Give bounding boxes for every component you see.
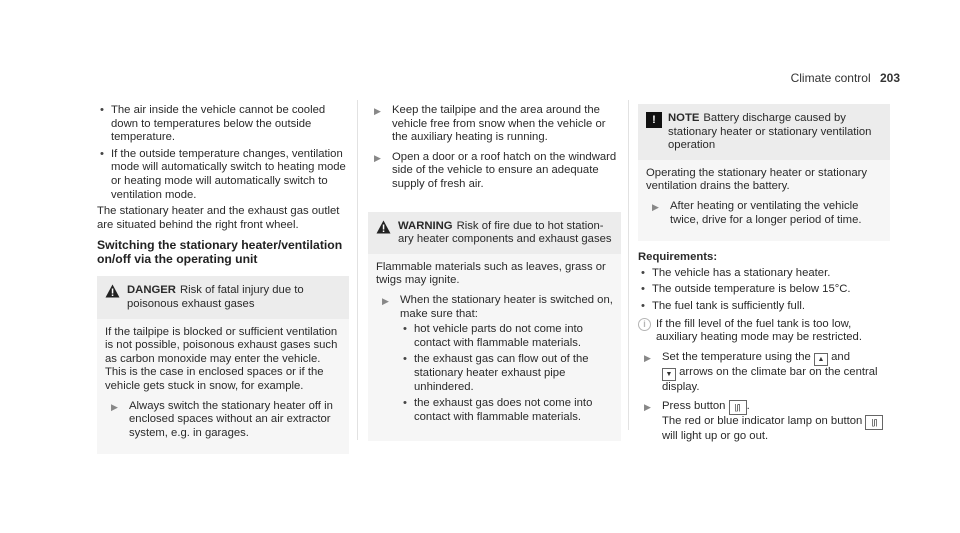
list-item: • The outside temperature is below 15°C. <box>638 283 890 297</box>
requirements-list <box>638 267 890 314</box>
danger-body: If the tailpipe is blocked or sufficient ventilation is not possible, poisonous exhaust gases such as carbon monoxide may enter the vehicle. This is the case in enclosed spaces or if the vehicle gets stuck in snow, for example. <box>105 325 338 392</box>
page-number: 203 <box>879 71 900 85</box>
conditions-list <box>97 104 349 202</box>
danger-step: ▶ Always switch the stationary heater off in enclosed spaces without an air extractor system, e.g. in garages. <box>105 400 341 441</box>
notice-label: NOTE <box>668 112 700 124</box>
stationary-heater-button-icon: |ʃ| <box>865 415 883 430</box>
warning-step: ▶ When the stationary heater is switched on, make sure that: • hot vehicle parts do not come into contact with flammable materials. • the exhaust gas can flow out of the stationary heater exhaust pipe unhindered. • the exhaust gas does not come into contact with flammable materials. <box>376 294 613 427</box>
column-divider <box>357 100 358 440</box>
section-heading: Switching the stationary heater/ventilation on/off via the operating unit <box>97 238 343 267</box>
stationary-heater-button-icon: |ʃ| <box>729 400 747 415</box>
instruction-step: ▶ Press button |ʃ| . The red or blue indicator lamp on button |ʃ| will light up or go out. <box>638 400 890 444</box>
list-item: • The air inside the vehicle cannot be cooled down to temperatures below the outside temperature. <box>97 104 349 145</box>
notice-body: Operating the stationary heater or stationary ventilation drains the battery. <box>646 166 868 193</box>
page-header <box>791 72 900 86</box>
info-icon: i <box>638 318 651 331</box>
column-1 <box>97 104 349 460</box>
instruction-step: ▶ Set the temperature using the ▲ and ▼ arrows on the climate bar on the central display. <box>638 351 890 395</box>
step-arrow-icon: ▶ <box>374 152 381 163</box>
warning-box <box>368 212 621 442</box>
column-3 <box>638 104 890 450</box>
step-arrow-icon: ▶ <box>111 401 118 412</box>
notice-step: ▶ After heating or ventilating the vehicle twice, drive for a longer period of time. <box>646 200 882 227</box>
warning-triangle-icon <box>105 284 127 311</box>
danger-headline: Risk of fatal injury due to poisonous exhaust gases <box>127 284 304 310</box>
instruction-step: ▶ Keep the tailpipe and the area around the vehicle free from snow when the vehicle or the auxiliary heating is running. <box>368 104 621 145</box>
safety-checklist <box>400 323 613 424</box>
step-arrow-icon: ▶ <box>644 352 651 363</box>
notice-icon: ! <box>646 112 662 128</box>
temperature-up-icon: ▲ <box>814 353 828 366</box>
step-arrow-icon: ▶ <box>644 402 651 413</box>
notice-headline: Battery discharge caused by stationary heater or stationary ventilation operation <box>668 112 872 152</box>
warning-body: Flammable materials such as leaves, grass or twigs may ignite. <box>376 260 606 287</box>
step-arrow-icon: ▶ <box>652 201 659 212</box>
danger-box <box>97 276 349 454</box>
warning-headline: Risk of fire due to hot stationary heater components and exhaust gases <box>398 219 612 246</box>
warning-header <box>368 212 621 254</box>
list-item: • The vehicle has a stationary heater. <box>638 267 890 281</box>
list-item: • The fuel tank is sufficiently full. <box>638 300 890 314</box>
list-item: • the exhaust gas can flow out of the stationary heater exhaust pipe unhindered. <box>400 353 613 394</box>
danger-label: DANGER <box>127 284 176 297</box>
column-2 <box>368 104 621 447</box>
list-item: • the exhaust gas does not come into contact with flammable materials. <box>400 397 613 424</box>
danger-header <box>97 276 349 318</box>
list-item: • If the outside temperature changes, ventilation mode will automatically switch to heating mode or heating mode will automatically switch to ventilation mode. <box>97 148 349 202</box>
step-arrow-icon: ▶ <box>374 106 381 116</box>
instruction-step: ▶ Open a door or a roof hatch on the windward side of the vehicle to ensure an adequate supply of fresh air. <box>368 151 621 192</box>
requirements-heading: Requirements: <box>638 251 718 264</box>
warning-label: WARNING <box>398 219 453 232</box>
list-item: • hot vehicle parts do not come into contact with flammable materials. <box>400 323 613 350</box>
column-divider <box>628 100 629 430</box>
notice-header <box>638 104 890 160</box>
exhaust-location-text: The stationary heater and the exhaust gas outlet are situated behind the right front wheel. <box>97 205 340 231</box>
section-title: Climate control <box>790 71 871 85</box>
notice-box <box>638 104 890 241</box>
step-arrow-icon: ▶ <box>382 295 389 306</box>
temperature-down-icon: ▼ <box>662 368 676 381</box>
info-note: i If the fill level of the fuel tank is too low, auxiliary heating mode may be restricted. <box>638 318 890 345</box>
warning-triangle-icon <box>376 220 398 247</box>
